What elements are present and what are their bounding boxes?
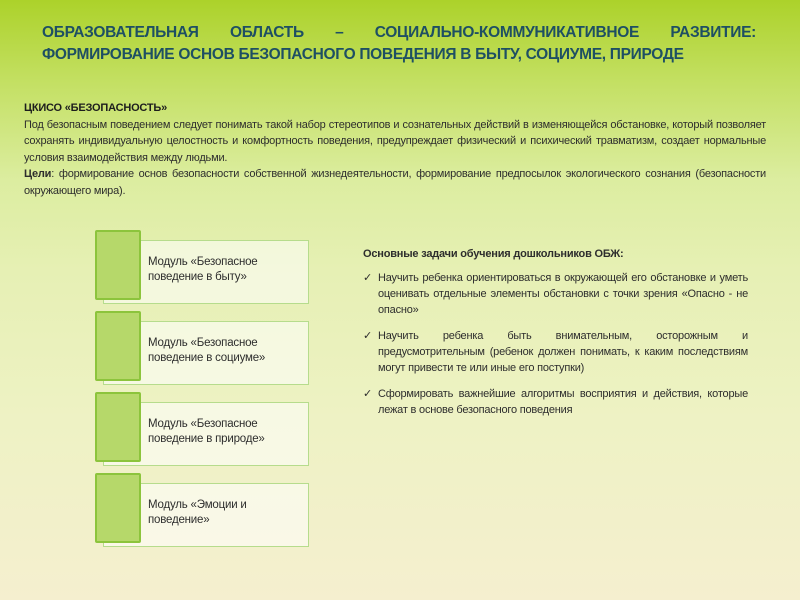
title-word: – — [335, 24, 344, 41]
module-label: Модуль «Безопасное поведение в природе» — [148, 418, 265, 445]
module-block — [95, 392, 310, 467]
module-block — [95, 311, 310, 386]
module-label: Модуль «Эмоции и поведение» — [148, 499, 247, 526]
module-label: Модуль «Безопасное поведение в социуме» — [148, 337, 266, 364]
task-text: Научить ребенка быть внимательным, осторожным и предусмотрительным (ребенок должен понимать, к каким последствиям могут привести те или иные его поступки) — [378, 330, 748, 374]
check-icon: ✓ — [363, 388, 373, 400]
intro-section — [24, 100, 766, 199]
title-word: РАЗВИТИЕ: — [670, 24, 756, 41]
check-icon: ✓ — [363, 272, 373, 284]
title-word: ОБРАЗОВАТЕЛЬНАЯ — [42, 24, 199, 41]
intro-heading: ЦКИСО «БЕЗОПАСНОСТЬ» — [24, 102, 168, 114]
tasks-section — [363, 248, 748, 428]
module-marker — [95, 230, 141, 300]
check-icon: ✓ — [363, 330, 373, 342]
goals-text: : формирование основ безопасности собственной жизнедеятельности, формирование предпосылок экологического сознания (безопасности окружающего мира). — [24, 168, 766, 197]
module-block — [95, 230, 310, 305]
goals-label: Цели — [24, 168, 52, 180]
task-item — [363, 386, 748, 418]
slide-title — [42, 22, 756, 66]
module-label: Модуль «Безопасное поведение в быту» — [148, 256, 258, 283]
tasks-heading: Основные задачи обучения дошкольников ОБЖ: — [363, 248, 624, 260]
title-word: ОБЛАСТЬ — [229, 24, 304, 41]
task-text: Научить ребенка ориентироваться в окружающей его обстановке и уметь оценивать отдельные элементы обстановки с точки зрения «Опасно - не опасно» — [378, 272, 748, 316]
intro-paragraph: Под безопасным поведением следует понимать такой набор стереотипов и сознательных действий в изменяющейся обстановке, который позволяет сохранять индивидуальную целостность и комфортность поведения, предупреждает физический и психический травматизм, создает нормальные условия взаимодействия между людьми. — [24, 118, 766, 164]
module-block — [95, 473, 310, 548]
title-line-2: ФОРМИРОВАНИЕ ОСНОВ БЕЗОПАСНОГО ПОВЕДЕНИЯ В БЫТУ, СОЦИУМЕ, ПРИРОДЕ — [42, 46, 684, 63]
task-item — [363, 328, 748, 376]
task-item — [363, 270, 748, 318]
goals-paragraph — [24, 166, 766, 199]
module-marker — [95, 392, 141, 462]
title-word: СОЦИАЛЬНО-КОММУНИКАТИВНОЕ — [374, 24, 640, 41]
module-marker — [95, 311, 141, 381]
module-marker — [95, 473, 141, 543]
task-text: Сформировать важнейшие алгоритмы восприятия и действия, которые лежат в основе безопасного поведения — [378, 388, 748, 416]
